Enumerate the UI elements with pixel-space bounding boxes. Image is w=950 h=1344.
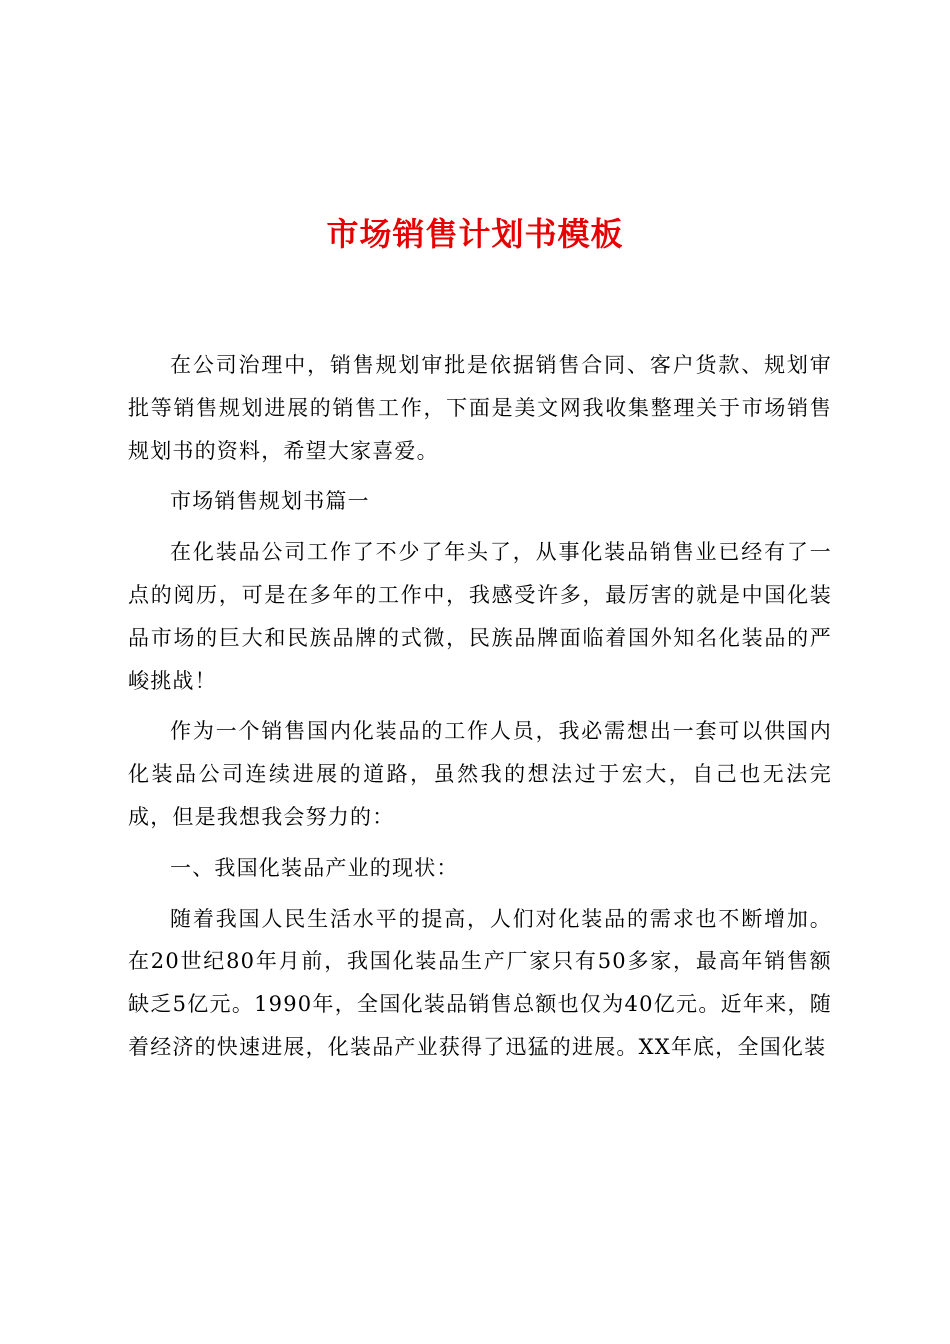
section-heading-status: 一、我国化装品产业的现状： (170, 855, 459, 880)
intro-paragraph: 在公司治理中，销售规划审批是依据销售合同、客户货款、规划审批等销售规划进展的销售工作，下面是美文网我收集整理关于市场销售规划书的资料，希望大家喜爱。 (128, 353, 832, 463)
status-paragraph: 随着我国人民生活水平的提高，人们对化装品的需求也不断增加。在20世纪80年月前，我国化装品生产厂家只有50多家，最高年销售额缺乏5亿元。1990年，全国化装品销售总额也仅为40亿元。近年来，随着经济的快速进展，化装品产业获得了迅猛的进展。XX年底，全国化装 (128, 906, 832, 1059)
document-title: 市场销售计划书模板 (326, 215, 624, 253)
experience-paragraph: 在化装品公司工作了不少了年头了，从事化装品销售业已经有了一点的阅历，可是在多年的工作中，我感受许多，最厉害的就是中国化装品市场的巨大和民族品牌的式微，民族品牌面临着国外知名化装品的严峻挑战！ (128, 540, 832, 693)
intent-paragraph: 作为一个销售国内化装品的工作人员，我必需想出一套可以供国内化装品公司连续进展的道路，虽然我的想法过于宏大，自己也无法完成，但是我想我会努力的： (128, 719, 832, 829)
document-body (128, 344, 832, 1077)
section-heading-part-one: 市场销售规划书篇一 (170, 489, 370, 514)
